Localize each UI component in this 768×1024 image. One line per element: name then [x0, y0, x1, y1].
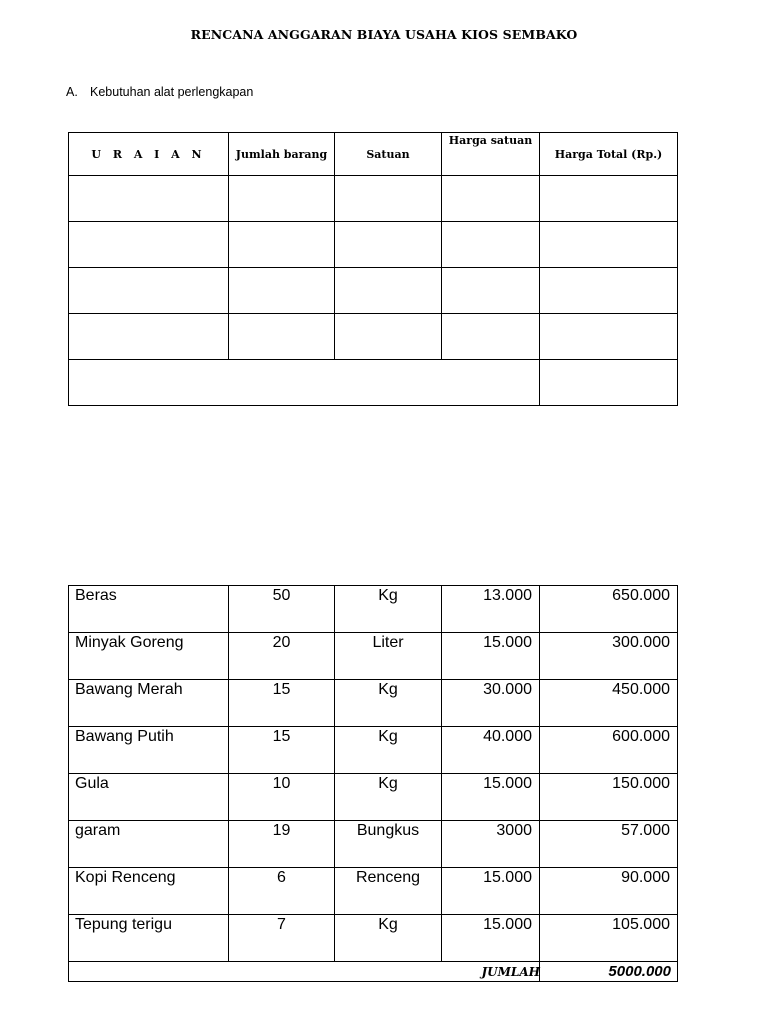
- header-harga-total: Harga Total (Rp.): [540, 133, 678, 176]
- table-row: [69, 633, 678, 680]
- item-unit: Kg: [335, 586, 442, 633]
- item-name: Kopi Renceng: [69, 868, 229, 915]
- section-label: Kebutuhan alat perlengkapan: [90, 85, 254, 99]
- header-jumlah-barang: Jumlah barang: [229, 133, 335, 176]
- table-row: [69, 727, 678, 774]
- item-name: Beras: [69, 586, 229, 633]
- total-row: [69, 962, 678, 982]
- item-total: 90.000: [540, 868, 678, 915]
- table-cell: [229, 222, 335, 268]
- item-price: 13.000: [442, 586, 540, 633]
- table-cell: [69, 222, 229, 268]
- item-price: 3000: [442, 821, 540, 868]
- item-price: 15.000: [442, 633, 540, 680]
- item-total: 150.000: [540, 774, 678, 821]
- item-unit: Kg: [335, 727, 442, 774]
- section-heading: [66, 85, 253, 99]
- item-name: Gula: [69, 774, 229, 821]
- header-satuan: Satuan: [335, 133, 442, 176]
- table-row: [69, 268, 678, 314]
- item-name: Bawang Putih: [69, 727, 229, 774]
- item-price: 15.000: [442, 915, 540, 962]
- table-cell: [442, 268, 540, 314]
- total-spacer: [335, 962, 442, 982]
- table-row: [69, 586, 678, 633]
- item-qty: 7: [229, 915, 335, 962]
- table-row: [69, 821, 678, 868]
- total-value: 5000.000: [540, 962, 678, 982]
- table-cell: [229, 268, 335, 314]
- table-cell: [335, 222, 442, 268]
- table-cell: [442, 222, 540, 268]
- item-total: 450.000: [540, 680, 678, 727]
- equipment-table: [68, 132, 678, 406]
- item-unit: Kg: [335, 774, 442, 821]
- section-number: A.: [66, 85, 78, 99]
- item-qty: 19: [229, 821, 335, 868]
- table-total-row: [69, 360, 678, 406]
- item-unit: Kg: [335, 915, 442, 962]
- item-qty: 15: [229, 727, 335, 774]
- table-cell: [540, 176, 678, 222]
- item-total: 600.000: [540, 727, 678, 774]
- document-title: RENCANA ANGGARAN BIAYA USAHA KIOS SEMBAKO: [190, 27, 578, 42]
- header-uraian: U R A I A N: [69, 133, 229, 176]
- item-total: 300.000: [540, 633, 678, 680]
- table-row: [69, 868, 678, 915]
- item-name: Minyak Goreng: [69, 633, 229, 680]
- item-unit: Liter: [335, 633, 442, 680]
- table-row: [69, 774, 678, 821]
- table-row: [69, 680, 678, 727]
- item-qty: 6: [229, 868, 335, 915]
- total-spacer: [229, 962, 335, 982]
- table-cell: [335, 176, 442, 222]
- table-row: [69, 314, 678, 360]
- item-qty: 20: [229, 633, 335, 680]
- table-cell: [540, 222, 678, 268]
- item-name: Bawang Merah: [69, 680, 229, 727]
- table-cell: [229, 176, 335, 222]
- header-row: [69, 133, 678, 176]
- total-label: JUMLAH: [442, 962, 540, 982]
- table-cell: [69, 176, 229, 222]
- item-price: 40.000: [442, 727, 540, 774]
- item-total: 105.000: [540, 915, 678, 962]
- item-total: 650.000: [540, 586, 678, 633]
- table-row: [69, 915, 678, 962]
- table-cell: [69, 314, 229, 360]
- item-name: garam: [69, 821, 229, 868]
- item-unit: Kg: [335, 680, 442, 727]
- item-qty: 10: [229, 774, 335, 821]
- item-qty: 50: [229, 586, 335, 633]
- table-row: [69, 176, 678, 222]
- header-harga-satuan: Harga satuan: [442, 133, 540, 176]
- item-name: Tepung terigu: [69, 915, 229, 962]
- item-price: 30.000: [442, 680, 540, 727]
- table-cell: [69, 360, 540, 406]
- item-qty: 15: [229, 680, 335, 727]
- table-cell: [540, 360, 678, 406]
- item-total: 57.000: [540, 821, 678, 868]
- item-unit: Bungkus: [335, 821, 442, 868]
- table-cell: [229, 314, 335, 360]
- total-spacer: [69, 962, 229, 982]
- table-cell: [442, 176, 540, 222]
- item-price: 15.000: [442, 774, 540, 821]
- table-cell: [335, 268, 442, 314]
- table-cell: [540, 314, 678, 360]
- table-cell: [335, 314, 442, 360]
- table-cell: [69, 268, 229, 314]
- table-cell: [442, 314, 540, 360]
- item-unit: Renceng: [335, 868, 442, 915]
- item-price: 15.000: [442, 868, 540, 915]
- sembako-items-table: [68, 585, 678, 982]
- table-row: [69, 222, 678, 268]
- table-cell: [540, 268, 678, 314]
